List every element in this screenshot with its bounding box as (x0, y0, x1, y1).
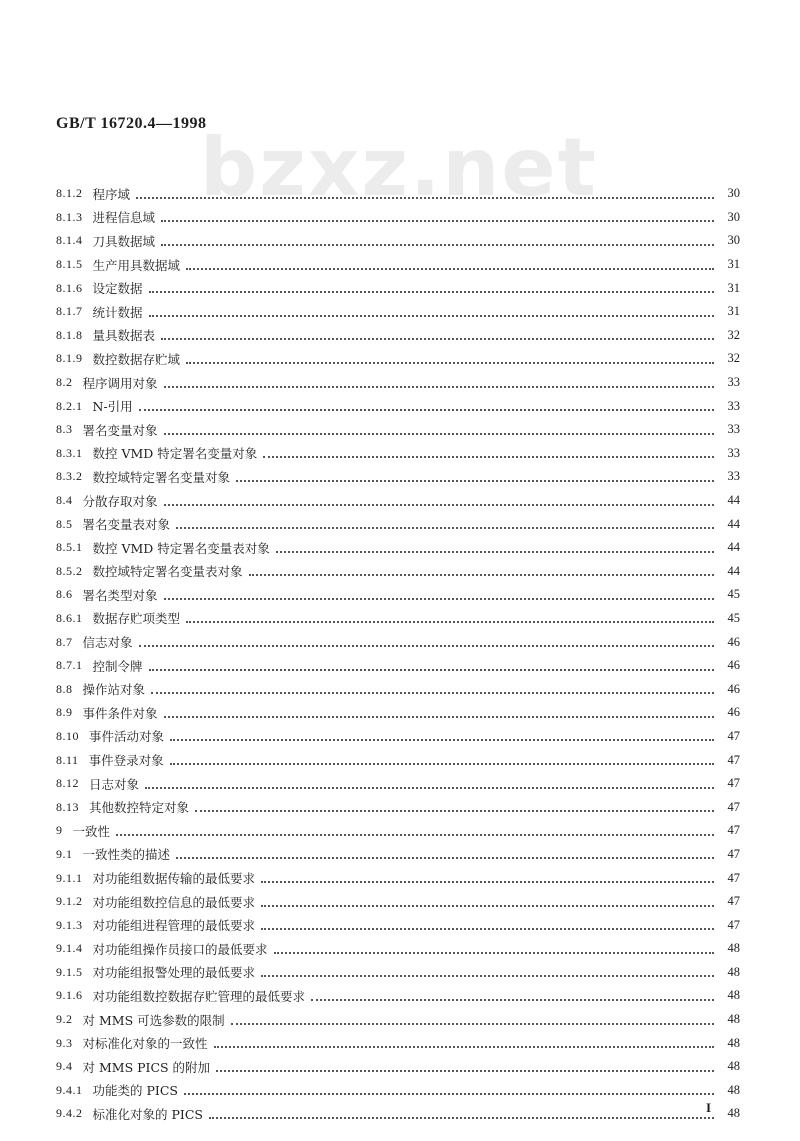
toc-entry[interactable] (56, 913, 740, 937)
toc-entry-number: 8.3.1 (56, 445, 83, 460)
toc-entry-number: 8.7.1 (56, 658, 83, 673)
toc-entry-page: 48 (727, 1082, 740, 1097)
toc-entry-page: 46 (727, 634, 740, 649)
toc-leader-dots (164, 498, 714, 506)
toc-entry[interactable] (56, 701, 740, 725)
toc-entry-page: 33 (727, 469, 740, 484)
toc-entry-title: 分散存取对象 (82, 493, 158, 509)
toc-entry-page: 33 (727, 375, 740, 390)
toc-entry-number: 8.2.1 (56, 398, 83, 413)
toc-entry-page: 44 (727, 493, 740, 508)
toc-entry-title: 署名变量对象 (82, 422, 158, 438)
toc-entry-title: 数控 VMD 特定署名变量表对象 (92, 540, 270, 556)
toc-entry-number: 8.6 (56, 587, 73, 602)
toc-entry[interactable] (56, 984, 740, 1008)
toc-leader-dots (186, 615, 714, 623)
toc-entry-page: 44 (727, 540, 740, 555)
toc-entry-title: 对功能组数控信息的最低要求 (92, 894, 256, 910)
toc-entry-number: 8.1.5 (56, 257, 83, 272)
toc-entry-number: 8.1.8 (56, 327, 83, 342)
toc-entry[interactable] (56, 324, 740, 348)
toc-leader-dots (261, 899, 714, 907)
toc-entry-number: 9.4.2 (56, 1106, 83, 1121)
toc-entry[interactable] (56, 512, 740, 536)
toc-leader-dots (149, 663, 714, 671)
toc-entry-title: 对功能组数控数据存贮管理的最低要求 (92, 988, 306, 1004)
toc-entry-page: 47 (727, 752, 740, 767)
toc-entry[interactable] (56, 772, 740, 796)
toc-entry-page: 44 (727, 563, 740, 578)
toc-entry-title: 对功能组报警处理的最低要求 (92, 965, 256, 981)
toc-leader-dots (261, 875, 714, 883)
toc-leader-dots (249, 568, 714, 576)
toc-entry-title: 其他数控特定对象 (89, 800, 190, 816)
toc-entry-title: 事件条件对象 (82, 705, 158, 721)
toc-entry-title: 事件登录对象 (88, 753, 164, 769)
toc-leader-dots (145, 781, 714, 789)
toc-entry-page: 47 (727, 799, 740, 814)
toc-entry-page: 48 (727, 1012, 740, 1027)
toc-entry-page: 48 (727, 941, 740, 956)
toc-entry-number: 8.8 (56, 681, 73, 696)
toc-entry-title: 一致性 (72, 823, 111, 839)
toc-leader-dots (214, 1040, 714, 1048)
toc-entry-title: 功能类的 PICS (92, 1083, 178, 1099)
toc-entry[interactable] (56, 560, 740, 584)
toc-entry-title: 署名变量表对象 (82, 517, 171, 533)
toc-entry-number: 8.1.6 (56, 280, 83, 295)
toc-entry-title: 生产用具数据域 (92, 257, 181, 273)
toc-entry-page: 47 (727, 917, 740, 932)
toc-entry-number: 9.1.3 (56, 917, 83, 932)
toc-entry-number: 8.1.9 (56, 351, 83, 366)
toc-entry[interactable] (56, 748, 740, 772)
toc-leader-dots (170, 733, 714, 741)
toc-entry-number: 8.11 (56, 752, 79, 767)
toc-entry-title: 署名类型对象 (82, 587, 158, 603)
toc-entry-page: 45 (727, 610, 740, 625)
toc-entry-page: 33 (727, 398, 740, 413)
toc-entry-number: 9.3 (56, 1035, 73, 1050)
toc-entry-title: 数控 VMD 特定署名变量对象 (92, 446, 258, 462)
toc-entry[interactable] (56, 182, 740, 206)
toc-entry[interactable] (56, 347, 740, 371)
toc-entry-title: 控制令牌 (92, 658, 143, 674)
toc-entry-page: 45 (727, 587, 740, 602)
toc-leader-dots (176, 851, 714, 859)
toc-entry-page: 47 (727, 846, 740, 861)
toc-leader-dots (136, 191, 714, 199)
toc-entry-page: 32 (727, 351, 740, 366)
toc-leader-dots (184, 1087, 714, 1095)
toc-entry[interactable] (56, 536, 740, 560)
toc-leader-dots (263, 450, 714, 458)
toc-entry[interactable] (56, 725, 740, 749)
toc-leader-dots (116, 828, 714, 836)
toc-entry[interactable] (56, 442, 740, 466)
toc-entry[interactable] (56, 465, 740, 489)
toc-leader-dots (186, 356, 714, 364)
toc-entry-title: 日志对象 (89, 776, 140, 792)
toc-leader-dots (149, 285, 714, 293)
toc-leader-dots (276, 545, 714, 553)
toc-entry-page: 48 (727, 1106, 740, 1121)
table-of-contents (56, 182, 740, 1126)
toc-entry-number: 9 (56, 823, 63, 838)
toc-entry-title: 对标准化对象的一致性 (82, 1036, 208, 1052)
toc-entry-page: 48 (727, 1035, 740, 1050)
toc-entry-title: 数据存贮项类型 (92, 611, 181, 627)
toc-entry-title: 数控域特定署名变量表对象 (92, 564, 243, 580)
toc-entry-number: 9.1.1 (56, 870, 83, 885)
toc-entry-number: 9.1.5 (56, 964, 83, 979)
toc-entry-number: 8.3.2 (56, 469, 83, 484)
toc-entry-page: 33 (727, 422, 740, 437)
toc-entry-page: 47 (727, 823, 740, 838)
toc-leader-dots (231, 1017, 714, 1025)
toc-entry[interactable] (56, 961, 740, 985)
toc-entry[interactable] (56, 890, 740, 914)
toc-entry-page: 46 (727, 681, 740, 696)
toc-leader-dots (261, 969, 714, 977)
toc-entry-number: 8.5 (56, 516, 73, 531)
toc-entry-page: 47 (727, 894, 740, 909)
toc-entry[interactable] (56, 489, 740, 513)
standard-code-header: GB/T 16720.4—1998 (56, 115, 207, 132)
toc-entry[interactable] (56, 937, 740, 961)
toc-leader-dots (261, 922, 714, 930)
toc-entry-title: 程序调用对象 (82, 375, 158, 391)
toc-entry[interactable] (56, 229, 740, 253)
toc-leader-dots (161, 238, 714, 246)
toc-entry-number: 9.1.4 (56, 941, 83, 956)
toc-entry-title: 对 MMS 可选参数的限制 (82, 1012, 225, 1028)
toc-entry-number: 9.4 (56, 1059, 73, 1074)
toc-entry-title: 设定数据 (92, 281, 143, 297)
toc-leader-dots (164, 427, 714, 435)
toc-entry-page: 30 (727, 209, 740, 224)
toc-leader-dots (139, 403, 714, 411)
toc-entry-title: 数控数据存贮域 (92, 351, 181, 367)
toc-entry-number: 8.7 (56, 634, 73, 649)
toc-leader-dots (164, 710, 714, 718)
toc-entry[interactable] (56, 253, 740, 277)
toc-entry-page: 32 (727, 327, 740, 342)
toc-leader-dots (195, 804, 714, 812)
toc-leader-dots (186, 262, 714, 270)
toc-leader-dots (149, 309, 714, 317)
toc-entry-number: 8.3 (56, 422, 73, 437)
toc-entry[interactable] (56, 583, 740, 607)
toc-entry-number: 8.13 (56, 799, 79, 814)
toc-entry[interactable] (56, 300, 740, 324)
toc-entry[interactable] (56, 1031, 740, 1055)
toc-entry[interactable] (56, 418, 740, 442)
toc-entry-number: 8.1.2 (56, 186, 83, 201)
toc-entry[interactable] (56, 1055, 740, 1079)
toc-entry[interactable] (56, 677, 740, 701)
toc-entry-title: 进程信息域 (92, 210, 156, 226)
toc-entry-number: 8.1.3 (56, 209, 83, 224)
toc-entry-page: 48 (727, 1059, 740, 1074)
toc-entry-number: 8.5.1 (56, 540, 83, 555)
toc-entry-title: 量具数据表 (92, 328, 156, 344)
toc-entry-number: 9.2 (56, 1012, 73, 1027)
toc-leader-dots (176, 521, 714, 529)
toc-entry[interactable] (56, 607, 740, 631)
toc-entry-number: 8.12 (56, 776, 79, 791)
toc-entry-number: 9.1.2 (56, 894, 83, 909)
toc-leader-dots (161, 332, 714, 340)
toc-entry-number: 8.1.7 (56, 304, 83, 319)
toc-entry-number: 8.1.4 (56, 233, 83, 248)
toc-entry-number: 8.4 (56, 493, 73, 508)
toc-entry-number: 9.1 (56, 846, 73, 861)
toc-entry-number: 8.6.1 (56, 610, 83, 625)
toc-entry-page: 31 (727, 257, 740, 272)
toc-entry-title: 一致性类的描述 (82, 847, 171, 863)
toc-entry[interactable] (56, 276, 740, 300)
toc-entry-title: 对功能组进程管理的最低要求 (92, 918, 256, 934)
toc-leader-dots (164, 380, 714, 388)
toc-entry-page: 46 (727, 658, 740, 673)
toc-leader-dots (161, 214, 714, 222)
toc-leader-dots (151, 686, 714, 694)
toc-entry[interactable] (56, 1079, 740, 1103)
toc-entry-title: 标准化对象的 PICS (92, 1106, 203, 1122)
page-number-mark: I (706, 1100, 712, 1115)
toc-entry-page: 47 (727, 776, 740, 791)
toc-entry[interactable] (56, 819, 740, 843)
toc-entry-title: 信志对象 (82, 635, 133, 651)
toc-entry-page: 33 (727, 445, 740, 460)
toc-entry[interactable] (56, 866, 740, 890)
toc-entry-title: 刀具数据域 (92, 233, 156, 249)
toc-entry-title: 事件活动对象 (89, 729, 165, 745)
toc-entry-page: 47 (727, 728, 740, 743)
watermark-text: bzxz.net (200, 121, 598, 214)
toc-entry-number: 8.2 (56, 375, 73, 390)
toc-entry-title: 对 MMS PICS 的附加 (82, 1059, 211, 1075)
toc-entry-title: 数控域特定署名变量对象 (92, 469, 231, 485)
toc-entry-page: 30 (727, 186, 740, 201)
toc-entry-page: 44 (727, 516, 740, 531)
toc-entry-page: 46 (727, 705, 740, 720)
toc-leader-dots (209, 1111, 714, 1119)
toc-leader-dots (236, 474, 714, 482)
toc-leader-dots (216, 1064, 714, 1072)
toc-entry[interactable] (56, 1008, 740, 1032)
toc-entry-title: 统计数据 (92, 304, 143, 320)
toc-entry-title: 操作站对象 (82, 682, 146, 698)
toc-leader-dots (274, 946, 714, 954)
toc-entry-number: 9.1.6 (56, 988, 83, 1003)
toc-leader-dots (170, 757, 714, 765)
toc-entry-number: 8.5.2 (56, 563, 83, 578)
toc-leader-dots (139, 639, 714, 647)
toc-leader-dots (164, 592, 714, 600)
toc-entry[interactable] (56, 371, 740, 395)
toc-entry[interactable] (56, 795, 740, 819)
toc-entry-page: 47 (727, 870, 740, 885)
toc-entry[interactable] (56, 630, 740, 654)
toc-entry-title: N-引用 (92, 399, 133, 415)
toc-entry-page: 48 (727, 988, 740, 1003)
toc-entry[interactable] (56, 394, 740, 418)
toc-entry-page: 31 (727, 280, 740, 295)
toc-entry-title: 对功能组数据传输的最低要求 (92, 871, 256, 887)
toc-entry[interactable] (56, 1102, 740, 1126)
toc-entry-page: 48 (727, 964, 740, 979)
toc-entry-page: 31 (727, 304, 740, 319)
toc-entry[interactable] (56, 206, 740, 230)
toc-entry[interactable] (56, 843, 740, 867)
toc-entry-number: 8.10 (56, 728, 79, 743)
toc-entry-number: 9.4.1 (56, 1082, 83, 1097)
toc-entry-page: 30 (727, 233, 740, 248)
toc-entry-title: 程序域 (92, 186, 131, 202)
toc-entry-title: 对功能组操作员接口的最低要求 (92, 941, 268, 957)
toc-entry-number: 8.9 (56, 705, 73, 720)
toc-entry[interactable] (56, 654, 740, 678)
toc-leader-dots (311, 993, 714, 1001)
